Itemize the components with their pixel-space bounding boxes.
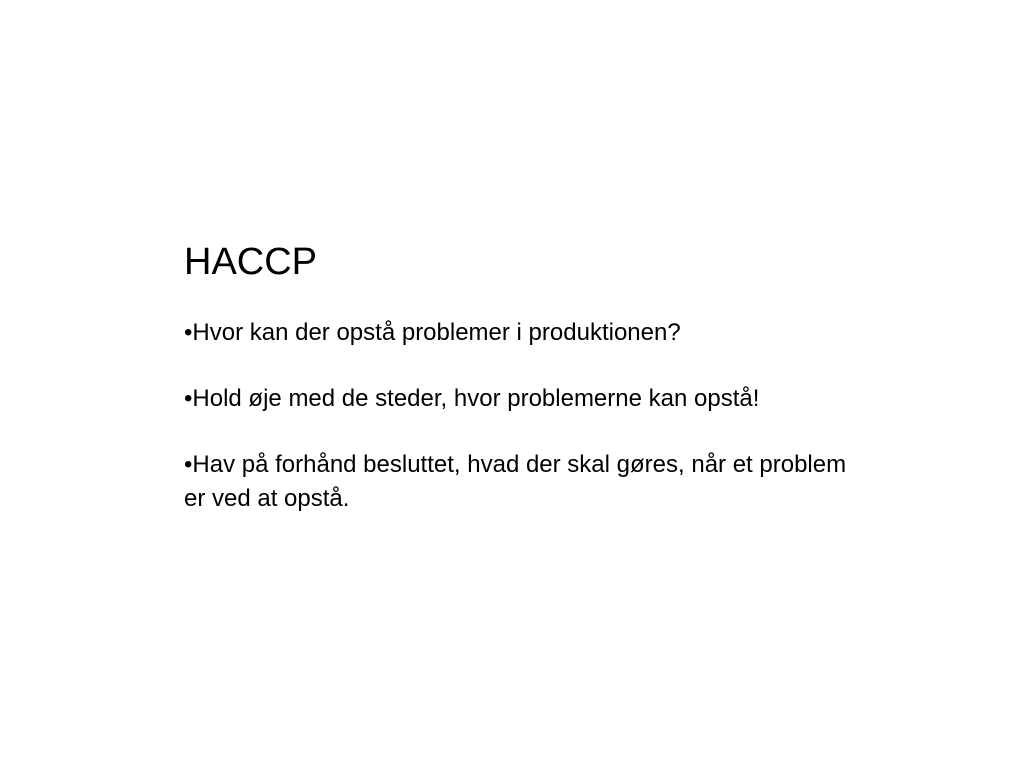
bullet-item: •Hav på forhånd besluttet, hvad der skal gøres, når et problem er ved at opstå.: [184, 451, 847, 512]
bullet-list: [184, 316, 874, 516]
slide-content: [184, 240, 874, 516]
bullet-item: •Hvor kan der opstå problemer i produktionen?: [184, 319, 681, 346]
bullet-item: •Hold øje med de steder, hvor problemerne kan opstå!: [184, 385, 760, 412]
slide-title: HACCP: [184, 241, 318, 283]
